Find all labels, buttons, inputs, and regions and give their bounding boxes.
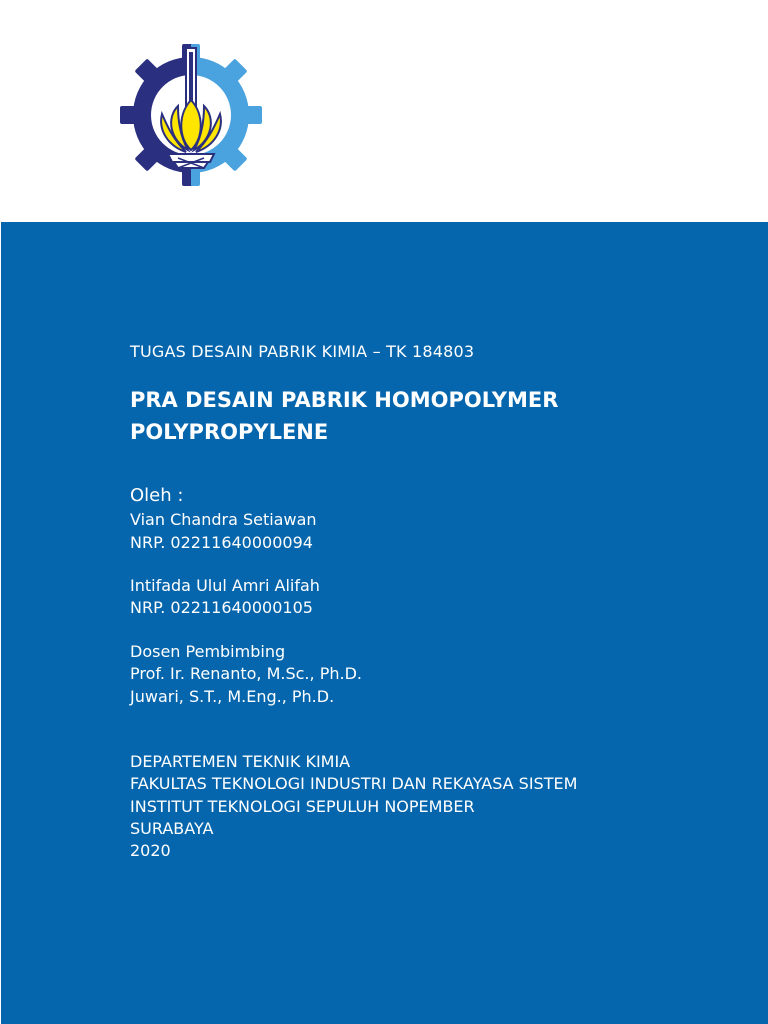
oleh-label: Oleh : xyxy=(130,485,184,506)
institute: INSTITUT TEKNOLOGI SEPULUH NOPEMBER xyxy=(130,797,475,816)
cover-panel xyxy=(1,222,768,1024)
title-line-1: PRA DESAIN PABRIK HOMOPOLYMER xyxy=(130,388,559,412)
city: SURABAYA xyxy=(130,819,214,838)
author-1-name: Vian Chandra Setiawan xyxy=(130,510,317,529)
author-2-nrp: NRP. 02211640000105 xyxy=(130,598,313,617)
document-title xyxy=(130,384,558,448)
supervisor-label: Dosen Pembimbing xyxy=(130,642,286,661)
year: 2020 xyxy=(130,841,171,860)
header-area xyxy=(0,0,768,222)
course-code: TUGAS DESAIN PABRIK KIMIA – TK 184803 xyxy=(130,342,475,361)
title-line-2: POLYPROPYLENE xyxy=(130,420,329,444)
author-1-nrp: NRP. 02211640000094 xyxy=(130,533,313,552)
supervisor-1: Prof. Ir. Renanto, M.Sc., Ph.D. xyxy=(130,664,362,683)
author-2-name: Intifada Ulul Amri Alifah xyxy=(130,576,320,595)
its-emblem-icon xyxy=(118,42,264,188)
department: DEPARTEMEN TEKNIK KIMIA xyxy=(130,752,351,771)
faculty: FAKULTAS TEKNOLOGI INDUSTRI DAN REKAYASA SISTEM xyxy=(130,774,578,793)
supervisor-2: Juwari, S.T., M.Eng., Ph.D. xyxy=(130,687,335,706)
